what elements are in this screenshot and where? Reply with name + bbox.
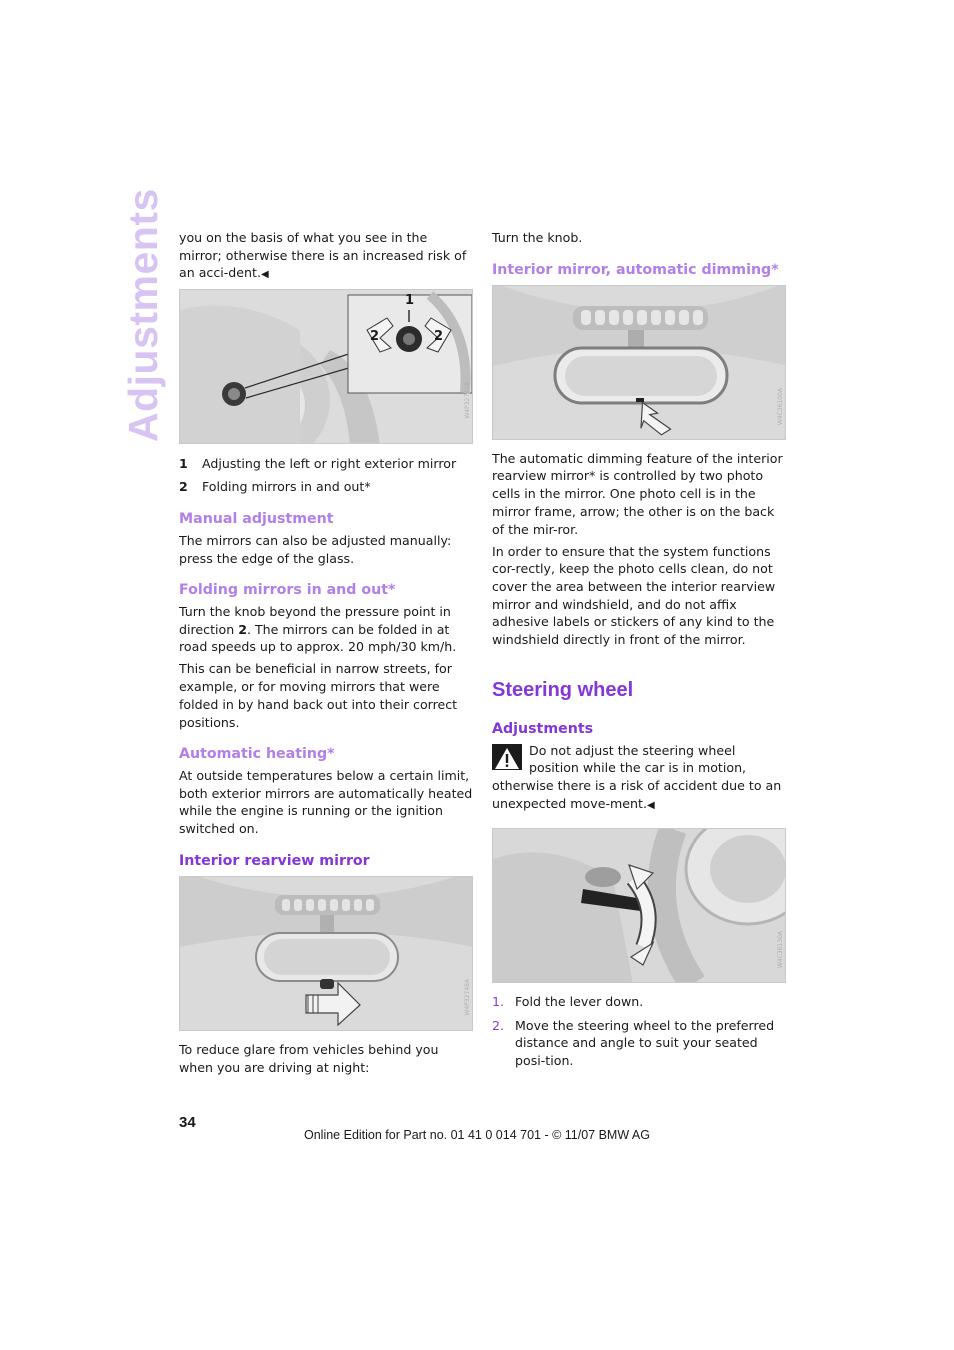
dimming-text-1: The automatic dimming feature of the interior rearview mirror* is controlled by two photo cells in the mirror. One photo cell is in the mirror frame, arrow; the other is on the back of the mir-ror.	[492, 450, 783, 537]
interior-rearview-mirror-heading: Interior rearview mirror	[179, 852, 370, 869]
steering-wheel-heading: Steering wheel	[492, 678, 634, 701]
automatic-heating-text: At outside temperatures below a certain limit, both exterior mirrors are automatically heated while the engine is running or the ignition switched on.	[179, 768, 473, 837]
exterior-mirror-knob-figure	[179, 289, 473, 444]
automatic-dimming-heading: Interior mirror, automatic dimming*	[492, 261, 779, 278]
right-column	[492, 229, 787, 1075]
folding-text-2: This can be beneficial in narrow streets, for example, or for moving mirrors that were folded in by hand back out into their correct positions.	[179, 661, 458, 730]
callout-1: 1	[405, 293, 415, 309]
dimming-text-2: In order to ensure that the system functions cor-rectly, keep the photo cells clean, do not cover the area between the interior rearview mirror and windshield, and do not affix adhesive labels or stickers of any kind to the windshield directly in front of the mirror.	[492, 543, 776, 648]
chapter-sidebar-label: Adjustments	[120, 188, 166, 442]
folding-mirrors-heading: Folding mirrors in and out*	[179, 582, 396, 599]
manual-adjustment-text: The mirrors can also be adjusted manually: press the edge of the glass.	[179, 532, 452, 566]
folding-text-1: Turn the knob beyond the pressure point in direction 2. The mirrors can be folded in at road speeds up to approx. 20 mph/30 km/h.	[179, 604, 457, 655]
intro-text: you on the basis of what you see in the mirror; otherwise there is an increased risk of an acci-dent.◀	[179, 230, 467, 281]
figure-code: W4P32748A	[464, 978, 471, 1016]
interior-mirror-figure	[179, 876, 473, 1031]
automatic-heating-heading: Automatic heating*	[179, 746, 335, 763]
manual-adjustment-heading: Manual adjustment	[179, 511, 334, 528]
legend-item: 2 Folding mirrors in and out*	[179, 479, 371, 495]
adjustments-heading: Adjustments	[492, 720, 594, 737]
legend-item: 1 Adjusting the left or right exterior mirror	[179, 456, 457, 472]
page-number: 34	[179, 1114, 196, 1131]
steering-wheel-figure	[492, 828, 786, 983]
warning-block	[492, 742, 787, 815]
end-mark-icon: ◀	[646, 799, 655, 811]
adjustment-steps	[492, 993, 787, 1069]
warning-text: Do not adjust the steering wheel position while the car is in motion, otherwise there is a risk of accident due to an unexpected move-ment.◀	[492, 742, 782, 811]
step-item: 2. Move the steering wheel to the preferred distance and angle to suit your seated posi-tion.	[492, 1017, 775, 1068]
turn-knob-text: Turn the knob.	[492, 230, 583, 245]
warning-triangle-icon	[492, 744, 522, 770]
step-item: 1. Fold the lever down.	[492, 994, 644, 1010]
edition-footer: Online Edition for Part no. 01 41 0 014 701 - © 11/07 BMW AG	[304, 1128, 650, 1142]
figure-legend	[179, 455, 473, 496]
left-column	[179, 229, 473, 1081]
figure-code: W4C36130A	[777, 931, 784, 969]
end-mark-icon: ◀	[260, 269, 269, 281]
automatic-dimming-mirror-figure	[492, 285, 786, 440]
callout-2-left: 2	[370, 329, 380, 345]
figure-code: W4P32741A	[464, 382, 471, 419]
glare-text: To reduce glare from vehicles behind you when you are driving at night:	[179, 1041, 439, 1075]
figure-code: W4C36100A	[777, 387, 784, 425]
callout-2-right: 2	[434, 329, 444, 345]
